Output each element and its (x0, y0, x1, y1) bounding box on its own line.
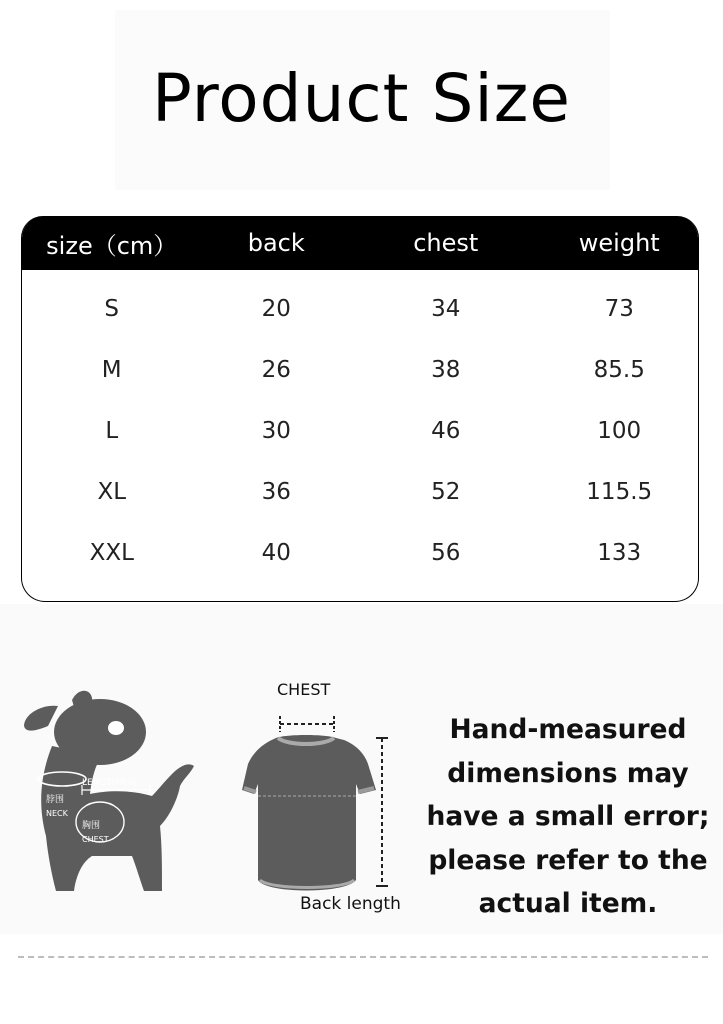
chest-en-label: CHEST (82, 835, 109, 844)
cell-size: S (104, 295, 120, 322)
table-header (22, 216, 698, 270)
header-chest: chest (413, 229, 479, 257)
cell-size: XL (97, 478, 127, 505)
note-line: dimensions may (447, 757, 689, 789)
measurement-note (418, 708, 718, 926)
table-row (22, 400, 698, 461)
size-table (21, 216, 699, 602)
neck-en-label: NECK (46, 809, 68, 818)
cell-chest: 52 (431, 478, 461, 505)
note-line: please refer to the (428, 844, 708, 876)
header-back: back (247, 229, 305, 257)
length-label: LENGTH背长 (82, 778, 137, 788)
cell-size: XXL (89, 539, 134, 566)
cell-weight: 115.5 (586, 478, 653, 505)
shirt-chest-label: CHEST (277, 680, 331, 699)
cell-back: 20 (261, 295, 291, 322)
cell-weight: 85.5 (593, 356, 645, 383)
dashed-divider (18, 956, 708, 958)
shirt-back-length-label: Back length (300, 894, 401, 914)
neck-cn-label: 脖围 (46, 795, 65, 805)
note-line: have a small error; (426, 801, 710, 832)
cell-back: 40 (261, 539, 291, 566)
table-row (22, 522, 698, 583)
pet-shirt-icon (236, 680, 416, 920)
cell-back: 36 (261, 478, 291, 505)
table-row (22, 278, 698, 339)
note-line: actual item. (478, 888, 658, 919)
header-size: size（cm） (46, 231, 178, 260)
table-row (22, 461, 698, 522)
page-title: Product Size (151, 60, 572, 137)
header-weight: weight (578, 229, 660, 257)
cell-chest: 46 (431, 417, 461, 444)
chest-cn-label: 胸围 (82, 821, 101, 831)
cell-weight: 73 (604, 295, 634, 322)
table-row (22, 339, 698, 400)
note-line: Hand-measured (449, 714, 687, 745)
cell-chest: 38 (431, 356, 461, 383)
cell-chest: 34 (431, 295, 461, 322)
cell-weight: 133 (597, 539, 642, 566)
cell-back: 26 (261, 356, 291, 383)
cell-back: 30 (261, 417, 291, 444)
cell-weight: 100 (597, 417, 642, 444)
cell-size: M (101, 356, 122, 383)
cell-size: L (105, 417, 119, 444)
dog-silhouette-icon (12, 686, 212, 896)
cell-chest: 56 (431, 539, 461, 566)
